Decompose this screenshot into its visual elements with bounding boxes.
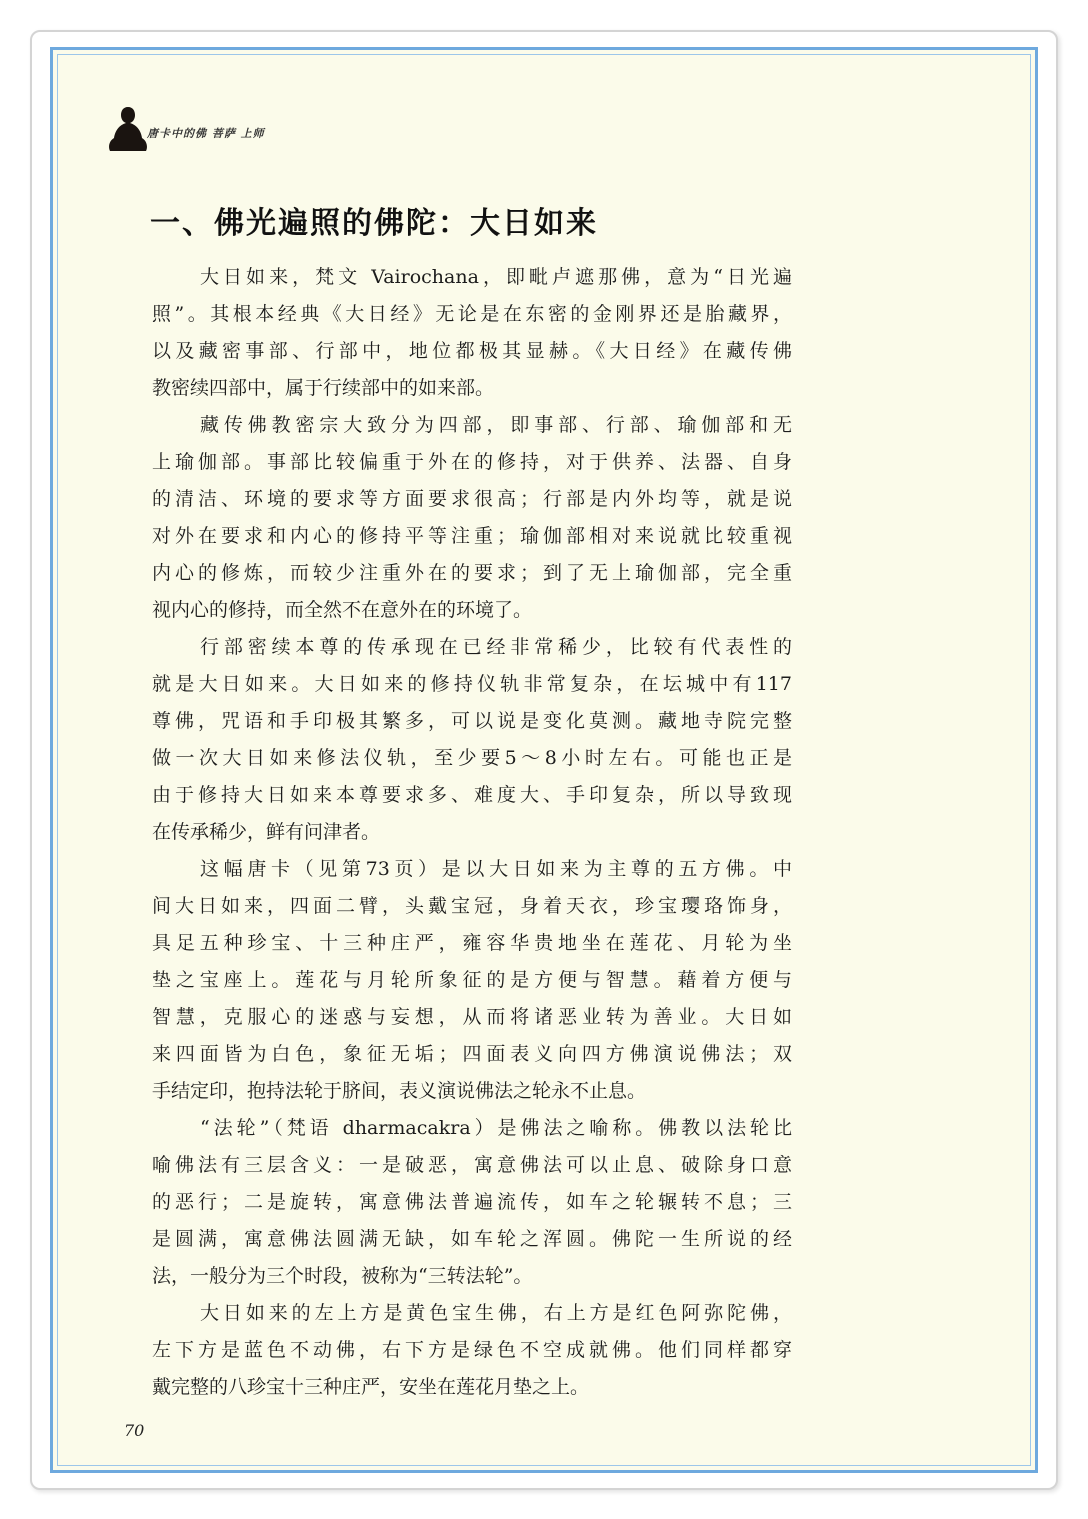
section-title: 一、佛光遍照的佛陀：大日如来 bbox=[150, 206, 598, 241]
text-line: 左下方是蓝色不动佛，右下方是绿色不空成就佛。他们同样都穿 bbox=[152, 1339, 792, 1361]
text-line: 做一次大日如来修法仪轨，至少要5～8小时左右。可能也正是 bbox=[152, 747, 792, 769]
text-line: 以及藏密事部、行部中，地位都极其显赫。《大日经》在藏传佛 bbox=[152, 340, 792, 362]
text-line: 内心的修炼，而较少注重外在的要求；到了无上瑜伽部，完全重 bbox=[152, 562, 792, 584]
text-line: 来四面皆为白色，象征无垢；四面表义向四方佛演说佛法；双 bbox=[152, 1043, 792, 1065]
text-line: 喻佛法有三层含义：一是破恶，寓意佛法可以止息、破除身口意 bbox=[152, 1154, 792, 1176]
text-line: 是圆满，寓意佛法圆满无缺，如车轮之浑圆。佛陀一生所说的经 bbox=[152, 1228, 792, 1250]
running-header: 唐卡中的佛 菩萨 上师 bbox=[147, 127, 265, 140]
text-line: 具足五种珍宝、十三种庄严，雍容华贵地坐在莲花、月轮为坐 bbox=[152, 932, 792, 954]
text-line: 照”。其根本经典《大日经》无论是在东密的金刚界还是胎藏界， bbox=[152, 303, 792, 325]
text-line: 的清洁、环境的要求等方面要求很高；行部是内外均等，就是说 bbox=[152, 488, 792, 510]
text-line: 行部密续本尊的传承现在已经非常稀少，比较有代表性的 bbox=[200, 636, 792, 658]
text-line: 藏传佛教密宗大致分为四部，即事部、行部、瑜伽部和无 bbox=[200, 414, 792, 436]
text-line: 由于修持大日如来本尊要求多、难度大、手印复杂，所以导致现 bbox=[152, 784, 792, 806]
text-line: 就是大日如来。大日如来的修持仪轨非常复杂，在坛城中有117 bbox=[152, 673, 792, 695]
text-line: “法轮”（梵语 dharmacakra）是佛法之喻称。佛教以法轮比 bbox=[200, 1117, 792, 1139]
text-line: 大日如来的左上方是黄色宝生佛，右上方是红色阿弥陀佛， bbox=[200, 1302, 792, 1324]
text-line: 的恶行；二是旋转，寓意佛法普遍流传，如车之轮辗转不息；三 bbox=[152, 1191, 792, 1213]
text-line: 对外在要求和内心的修持平等注重；瑜伽部相对来说就比较重视 bbox=[152, 525, 792, 547]
text-line: 手结定印，抱持法轮于脐间，表义演说佛法之轮永不止息。 bbox=[152, 1080, 647, 1102]
text-line: 视内心的修持，而全然不在意外在的环境了。 bbox=[152, 599, 533, 621]
text-line: 在传承稀少，鲜有问津者。 bbox=[152, 821, 381, 843]
text-line: 垫之宝座上。莲花与月轮所象征的是方便与智慧。藉着方便与 bbox=[152, 969, 792, 991]
text-line: 间大日如来，四面二臂，头戴宝冠，身着天衣，珍宝璎珞饰身， bbox=[152, 895, 792, 917]
text-line: 上瑜伽部。事部比较偏重于外在的修持，对于供养、法器、自身 bbox=[152, 451, 792, 473]
text-line: 大日如来，梵文 Vairochana，即毗卢遮那佛，意为“日光遍 bbox=[200, 266, 792, 288]
text-line: 法，一般分为三个时段，被称为“三转法轮”。 bbox=[152, 1265, 533, 1287]
text-line: 智慧，克服心的迷惑与妄想，从而将诸恶业转为善业。大日如 bbox=[152, 1006, 792, 1028]
text-line: 这幅唐卡（见第73页）是以大日如来为主尊的五方佛。中 bbox=[200, 858, 792, 880]
text-line: 尊佛，咒语和手印极其繁多，可以说是变化莫测。藏地寺院完整 bbox=[152, 710, 792, 732]
page-number: 70 bbox=[124, 1421, 145, 1440]
buddha-silhouette-icon bbox=[108, 105, 148, 153]
text-line: 戴完整的八珍宝十三种庄严，安坐在莲花月垫之上。 bbox=[152, 1376, 590, 1398]
body-text bbox=[152, 259, 792, 1406]
text-line: 教密续四部中，属于行续部中的如来部。 bbox=[152, 377, 495, 399]
